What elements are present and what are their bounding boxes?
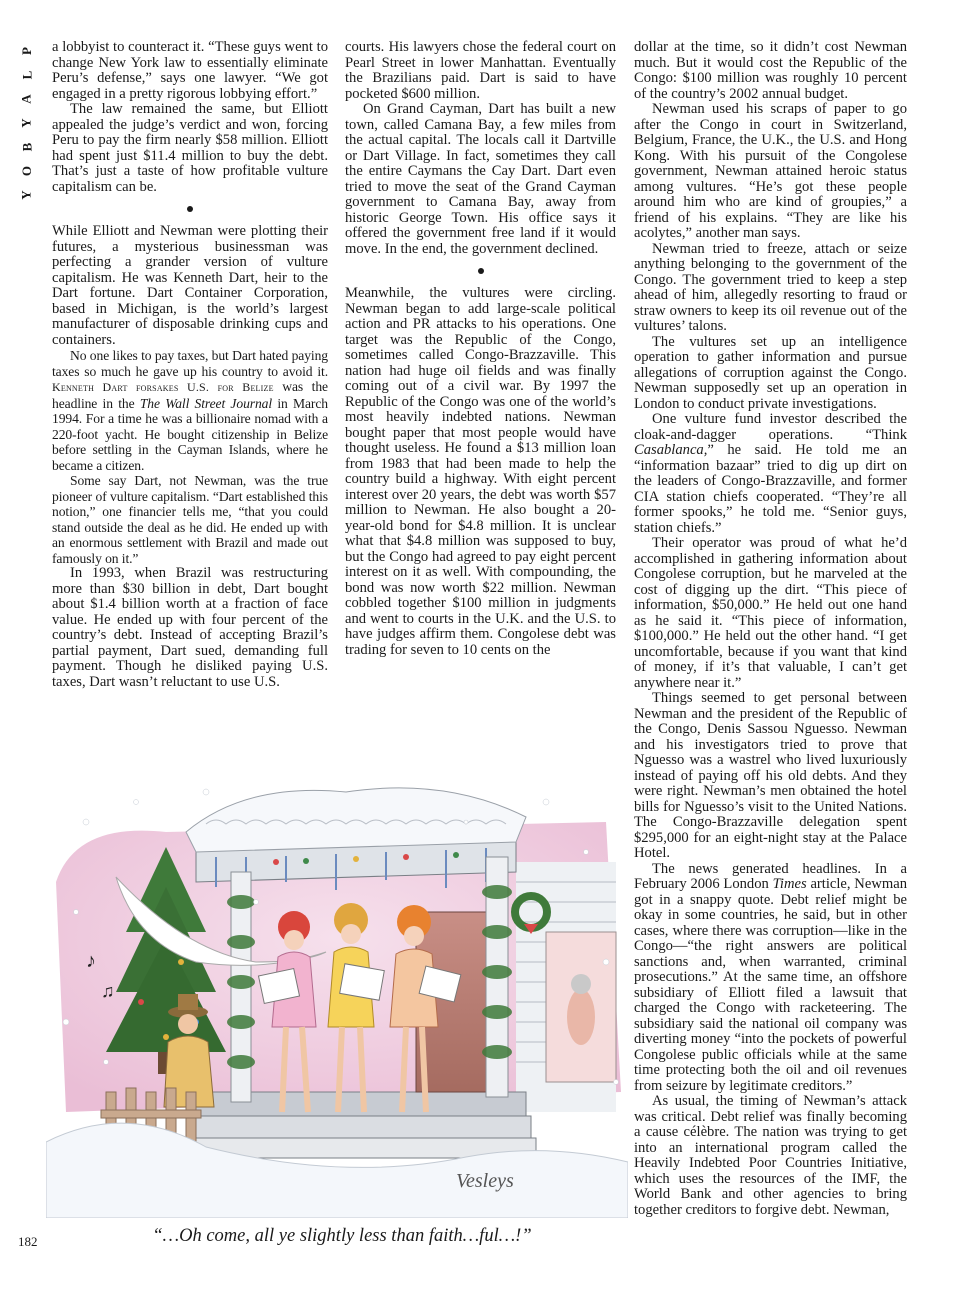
article-column-1: [52, 40, 328, 690]
paragraph: a lobbyist to counteract it. “These guys went to change New York law to essentially eliminate Peru’s defense,” says one lawyer. “We got engaged in a pretty rigorous lobbying effort.”: [52, 39, 328, 102]
quoted-headline: Kenneth Dart forsakes U.S. for Belize: [52, 380, 274, 394]
music-note-icon: ♫: [101, 981, 115, 1001]
article-column-3: [634, 40, 907, 1218]
paragraph: On Grand Cayman, Dart has built a new town, called Camana Bay, a few miles from the actual capital. The locals call it Dartville or Dart Village. In fact, sometimes they call the entire Caymans the Cay Dart. Dart even tried to move the seat of the Grand Cayman government to Camana Bay, away from historic George Town. His office says it offered the government free land if it would move. In the end, the government declined.: [345, 101, 616, 257]
section-break-dot: [187, 206, 193, 212]
paragraph: Meanwhile, the vultures were circling. Newman began to add large-scale political action and PR attacks to his operations. One target was the Republic of the Congo, sometimes called Congo-Brazzaville. This nation had huge oil fields and was finally coming out of a civil war. By 1997 the Republic of the Congo was one of the world’s most heavily indebted nations. Newman bought paper that most people would have thought useless. He found a $13 million loan from 1983 that had been made to help the country build a highway. With eight percent interest over 20 years, the debt was worth $57 million to Newman. He also bought a 20-year-old bond for $4.8 million. It is unclear what that $4.8 million was supposed to buy, but the Congo had agreed to pay eight percent interest on it as well. With compounding, the bond was now worth $22 million. Newman cobbled together $100 million in judgments and went to courts in the U.K. and the U.S. to have judges affirm them. Congolese debt was trading for seven to 10 cents on the: [345, 285, 616, 658]
paragraph: While Elliott and Newman were plotting their futures, a mysterious businessman was perfecting a grander version of vulture capitalism. He was Kenneth Dart, heir to the Dart fortune. Dart Container Corporation, based in Michigan, is the world’s largest manufacturer of disposable drinking cups and containers.: [52, 223, 328, 348]
paragraph: The law remained the same, but Elliott appealed the judge’s verdict and won, forcing Peru to pay the firm nearly $58 million. Elliott had spent just $11.4 million to buy the debt. That’s just a taste of how profitable vulture capitalism can be.: [52, 101, 328, 195]
paragraph: Newman tried to freeze, attach or seize anything belonging to the government of the Congo. The government tried to keep a step ahead of him, allegedly resorting to fraud or straw owners to keep its oil revenue out of the vultures’ talons.: [634, 240, 907, 334]
paragraph: The news generated headlines. In a February 2006 London Times article, Newman got in a snappy quote. Debt relief might be okay in some countries, he said, but in other cases, where there was corruption—like in the Congo—“the right answers are political sanctions and, when warranted, criminal prosecutions.” At the same time, an offshore subsidiary of Elliott filed a lawsuit that charged the Congo with racketeering. The subsidiary said the national oil company was diverting money “into the pockets of powerful Congolese public officials while at the same time protecting both the oil and oil revenues from seizure by legitimate creditors.”: [634, 860, 907, 1094]
paragraph: One vulture fund investor described the cloak-and-dagger operations. “Think Casablanca,” he said. He told me an “information bazaar” tried to dig up dirt on the leaders of Congo-Brazzaville, and former CIA station chiefs cooperated. “They’re all former spooks,” he told me. “Senior guys, station chiefs.”: [634, 411, 907, 536]
film-title: Casablanca,: [634, 442, 708, 458]
magazine-letter: A: [18, 94, 34, 104]
magazine-letter: B: [18, 142, 34, 152]
magazine-letter: Y: [18, 190, 34, 200]
publication-name: Times: [772, 876, 807, 892]
music-note-icon: ♪: [86, 950, 96, 972]
window-figure: [567, 989, 595, 1045]
page-number: 182: [18, 1234, 38, 1249]
paragraph: The vultures set up an intelligence operation to gather information and pursue allegations of corruption against the Congo. Newman supposedly set up an operation in London to conduct private investigations.: [634, 333, 907, 412]
magazine-letter: Y: [18, 118, 34, 128]
section-break-dot: [478, 268, 484, 274]
paragraph: courts. His lawyers chose the federal court on Pearl Street in lower Manhattan. Eventually the Brazilians paid. Dart is said to have pocketed $600 million.: [345, 39, 616, 102]
paragraph: As usual, the timing of Newman’s attack was critical. Debt relief was finally becoming a cause célèbre. The nation was trying to get into an international program called the Heavily Indebted Poor Countries Initiative, which uses the resources of the IMF, the World Bank and other agencies to bring together creditors to forgive debt. Newman,: [634, 1093, 907, 1218]
magazine-letter: P: [18, 47, 34, 55]
paragraph: No one likes to pay taxes, but Dart hated paying taxes so much he gave up his country to avoid it. Kenneth Dart forsakes U.S. for Belize was the headline in the The Wall Street Journal in March 1994. For a time he was a billionaire nomad with a 220-foot yacht. He bought citizenship in Belize before settling in the Cayman Islands, where he became a citizen.: [52, 348, 328, 473]
paragraph: In 1993, when Brazil was restructuring more than $30 billion in debt, Dart bought about $1.4 billion worth at a fraction of face value. He ended up with four percent of the country’s debt. Instead of accepting Brazil’s partial payment, Dart sued, demanding full payment. Though he disliked paying U.S. taxes, Dart wasn’t reluctant to use U.S.: [52, 565, 328, 690]
cartoon-caption: “…Oh come, all ye slightly less than faith…ful…!”: [152, 1226, 532, 1246]
paragraph: Newman used his scraps of paper to go after the Congo in court in Switzerland, Belgium, France, the U.K., the U.S. and Hong Kong. With his pursuit of the Congolese government, Newman attained heroic status among vultures. “He’s got these people around him who are kind of groupies,” a friend of his explains. “They are like his acolytes,” another man says.: [634, 101, 907, 241]
cartoon-illustration: [46, 762, 628, 1218]
magazine-letter: O: [19, 165, 34, 177]
paragraph: dollar at the time, so it didn’t cost Newman much. But it would cost the Republic of the Congo: $100 million was roughly 10 percent of the country’s 2002 annual budget.: [634, 39, 907, 102]
magazine-letter: L: [18, 70, 34, 80]
cartoon-drawing: [46, 762, 628, 1218]
paragraph: Their operator was proud of what he’d accomplished in gathering information about Congolese corruption, but he marveled at the cost of digging up the dirt. “This piece of information, $50,000.” He held out one hand as he said it. “This piece of information, $100,000.” He held out the other hand. “I get uncomfortable, because if you want that kind of money, if it’s that valuable, I can’t get anywhere near it.”: [634, 535, 907, 691]
magazine-name-vertical: [14, 40, 40, 200]
publication-name: The Wall Street Journal: [139, 395, 273, 411]
paragraph: Some say Dart, not Newman, was the true pioneer of vulture capitalism. “Dart established this notion,” one financier tells me, “that you could stand outside the deal as he did. He ended up with an enormous settlement with Brazil and made out famously on it.”: [52, 473, 328, 566]
paragraph: Things seemed to get personal between Newman and the president of the Republic of the Congo, Denis Sassou Nguesso. Newman and his investigators tried to prove that Nguesso was a wastrel who lived luxuriously instead of paying off his old debts. And they were right. Newman’s men obtained the hotel bills for Nguesso’s visit to the United Nations. The Congo-Brazzaville delegation spent $295,000 for an eight-night stay at the Palace Hotel.: [634, 690, 907, 861]
artist-signature: Vesleys: [456, 1170, 514, 1192]
article-column-2: [345, 40, 616, 658]
